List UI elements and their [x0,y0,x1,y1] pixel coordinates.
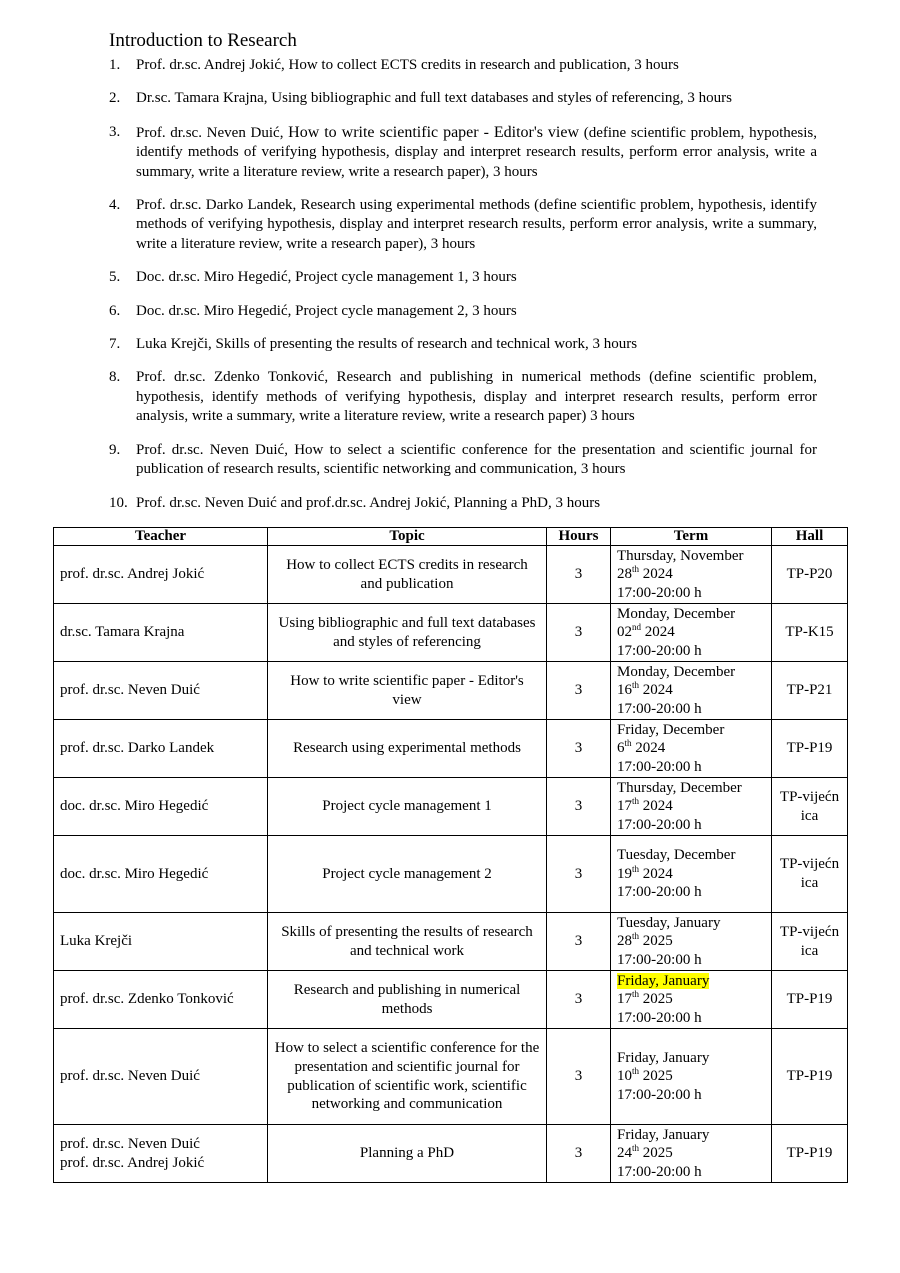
term-day-suffix: th [632,863,640,874]
item-text: Prof. dr.sc. Zdenko Tonković, Research and publishing in numerical methods (define scientific problem, hypothesis, identify methods of verifying hypothesis, display and interpret research results, perform error analysis, write a summary, write a literature review, write a research paper) 3 hours [136,369,817,425]
item-text [136,123,817,182]
term-day-suffix: th [632,564,640,575]
topic-cell: How to select a scientific conference for the presentation and scientific journal for publication of scientific work, scientific networking and communication [268,1029,547,1125]
item-number: 3. [109,123,121,140]
item-number: 10. [109,494,128,511]
term-day: 17 [617,991,632,1008]
item-text: Prof. dr.sc. Andrej Jokić, How to collect ECTS credits in research and publication, 3 hours [136,57,679,73]
lecture-list-item [109,196,817,254]
hours-cell: 3 [547,662,611,720]
term-day-suffix: th [624,738,632,749]
term-cell [611,720,772,778]
item-number: 6. [109,302,121,319]
term-year: 2024 [639,682,673,699]
term-cell [611,662,772,720]
hours-cell: 3 [547,720,611,778]
teacher-name: prof. dr.sc. Neven Duić [60,1135,200,1152]
term-year: 2025 [639,1068,673,1085]
hours-cell: 3 [547,913,611,971]
lecture-list-item [109,302,817,321]
term-date: Friday, January [617,1049,710,1066]
hall-cell: TP-P19 [772,720,848,778]
table-row [54,913,848,971]
hall-cell: TP-P20 [772,546,848,604]
lecture-list-item [109,335,817,354]
term-year: 2024 [639,798,673,815]
hall-cell: TP-P21 [772,662,848,720]
teacher-cell: prof. dr.sc. Neven Duić [54,662,268,720]
term-day-suffix: th [632,796,640,807]
lecture-list-item [109,368,817,426]
item-text: Prof. dr.sc. Darko Landek, Research using experimental methods (define scientific problem, hypothesis, identify methods of verifying hypothesis, display and interpret research results, perform error analysis, write a summary, write a literature review, write a research paper), 3 hours [136,197,817,252]
teacher-cell: prof. dr.sc. Zdenko Tonković [54,971,268,1029]
term-year: 2025 [639,991,673,1008]
header-hours: Hours [547,528,611,546]
teacher-cell [54,1125,268,1183]
term-day: 10 [617,1068,632,1085]
document-title: Introduction to Research [109,30,297,51]
item-text: Doc. dr.sc. Miro Hegedić, Project cycle management 2, 3 hours [136,302,517,319]
item-text: Dr.sc. Tamara Krajna, Using bibliographic and full text databases and styles of referencing, 3 hours [136,90,732,107]
lecture-list [109,56,817,527]
lecture-list-item [109,441,817,480]
term-day: 02 [617,624,632,641]
term-day-suffix: th [632,931,640,942]
table-row [54,971,848,1029]
item-number: 5. [109,269,121,286]
term-day: 28 [617,933,632,950]
term-time: 17:00-20:00 h [617,642,702,659]
table-row [54,604,848,662]
item-number: 1. [109,57,121,73]
topic-cell: Skills of presenting the results of research and technical work [268,913,547,971]
topic-cell: Project cycle management 2 [268,836,547,913]
item-text: Doc. dr.sc. Miro Hegedić, Project cycle management 1, 3 hours [136,269,517,286]
term-time: 17:00-20:00 h [617,884,702,901]
item-number: 8. [109,369,121,386]
term-day: 24 [617,1145,632,1162]
hours-cell: 3 [547,1029,611,1125]
teacher-cell: prof. dr.sc. Andrej Jokić [54,546,268,604]
item-number: 2. [109,90,121,107]
term-day-suffix: th [632,680,640,691]
term-time: 17:00-20:00 h [617,584,702,601]
term-cell [611,546,772,604]
header-teacher: Teacher [54,528,268,546]
hours-cell: 3 [547,836,611,913]
hall-cell: TP-P19 [772,971,848,1029]
item-number: 4. [109,197,121,214]
item-text: Prof. dr.sc. Neven Duić, How to select a scientific conference for the presentation and scientific journal for publication of research results, scientific networking and communication, 3 hours [136,441,817,478]
term-cell [611,836,772,913]
table-row [54,1125,848,1183]
topic-cell: Using bibliographic and full text databases and styles of referencing [268,604,547,662]
header-topic: Topic [268,528,547,546]
header-hall: Hall [772,528,848,546]
term-time: 17:00-20:00 h [617,1163,702,1180]
item-text-details: (define scientific problem, hypothesis, identify methods of verifying hypothesis, display and interpret research results, perform error analysis, write a summary, write a literature review, write a research paper), 3 hours [136,124,817,180]
topic-cell: Planning a PhD [268,1125,547,1183]
term-day-suffix: nd [632,622,641,633]
hall-cell: TP-P19 [772,1125,848,1183]
hall-cell: TP-K15 [772,604,848,662]
term-cell [611,604,772,662]
topic-cell: How to write scientific paper - Editor's view [268,662,547,720]
hall-cell: TP-vijećnica [772,836,848,913]
table-row [54,662,848,720]
hours-cell: 3 [547,778,611,836]
term-day: 28 [617,566,632,583]
hall-cell: TP-vijećnica [772,913,848,971]
item-number: 7. [109,336,121,353]
term-date: Monday, December [617,605,736,622]
term-cell [611,913,772,971]
term-date: Monday, December [617,663,736,680]
teacher-cell: prof. dr.sc. Darko Landek [54,720,268,778]
topic-cell: Research using experimental methods [268,720,547,778]
topic-cell: How to collect ECTS credits in research and publication [268,546,547,604]
hours-cell: 3 [547,546,611,604]
term-date: Tuesday, December [617,847,736,864]
term-time: 17:00-20:00 h [617,1086,702,1103]
term-date: Tuesday, January [617,914,721,931]
term-year: 2025 [639,1145,673,1162]
table-row [54,546,848,604]
term-cell [611,1029,772,1125]
term-date: Thursday, December [617,779,742,796]
item-text-author: Prof. dr.sc. Neven Duić, [136,124,289,141]
term-year: 2024 [639,566,673,583]
term-time: 17:00-20:00 h [617,816,702,833]
term-date: Friday, December [617,721,725,738]
term-year: 2024 [639,865,673,882]
hall-cell: TP-P19 [772,1029,848,1125]
lecture-list-item [109,268,817,287]
table-row [54,836,848,913]
lecture-list-item [109,56,817,75]
term-day-suffix: th [632,989,640,1000]
topic-cell: Project cycle management 1 [268,778,547,836]
term-date: Friday, January [617,1126,710,1143]
term-day-suffix: th [632,1143,640,1154]
term-cell [611,778,772,836]
term-year: 2025 [639,933,673,950]
term-day: 6 [617,740,625,757]
hours-cell: 3 [547,604,611,662]
header-term: Term [611,528,772,546]
term-day: 17 [617,798,632,815]
hours-cell: 3 [547,1125,611,1183]
teacher-cell: dr.sc. Tamara Krajna [54,604,268,662]
term-time: 17:00-20:00 h [617,700,702,717]
term-day: 19 [617,865,632,882]
table-header-row [54,528,848,546]
lecture-list-item [109,494,817,513]
teacher-cell: prof. dr.sc. Neven Duić [54,1029,268,1125]
teacher-cell: Luka Krejči [54,913,268,971]
item-text: Prof. dr.sc. Neven Duić and prof.dr.sc. Andrej Jokić, Planning a PhD, 3 hours [136,494,601,511]
item-text: Luka Krejči, Skills of presenting the results of research and technical work, 3 hours [136,336,638,353]
term-cell [611,971,772,1029]
term-year: 2024 [631,740,666,757]
hours-cell: 3 [547,971,611,1029]
term-time: 17:00-20:00 h [617,758,702,775]
table-row [54,778,848,836]
term-date-highlighted: Friday, January [617,972,710,989]
hall-cell: TP-vijećnica [772,778,848,836]
table-row [54,1029,848,1125]
item-number: 9. [109,441,121,458]
lecture-list-item [109,89,817,108]
term-day-suffix: th [632,1066,640,1077]
term-year: 2024 [641,624,675,641]
term-cell [611,1125,772,1183]
topic-cell: Research and publishing in numerical methods [268,971,547,1029]
term-time: 17:00-20:00 h [617,1009,702,1026]
term-time: 17:00-20:00 h [617,951,702,968]
teacher-cell: doc. dr.sc. Miro Hegedić [54,836,268,913]
schedule-table [53,527,848,1183]
term-date: Thursday, November [617,547,744,564]
teacher-cell: doc. dr.sc. Miro Hegedić [54,778,268,836]
item-text-title: How to write scientific paper - Editor's view [288,123,580,141]
term-day: 16 [617,682,632,699]
lecture-list-item [109,123,817,182]
teacher-name: prof. dr.sc. Andrej Jokić [60,1154,205,1171]
table-row [54,720,848,778]
